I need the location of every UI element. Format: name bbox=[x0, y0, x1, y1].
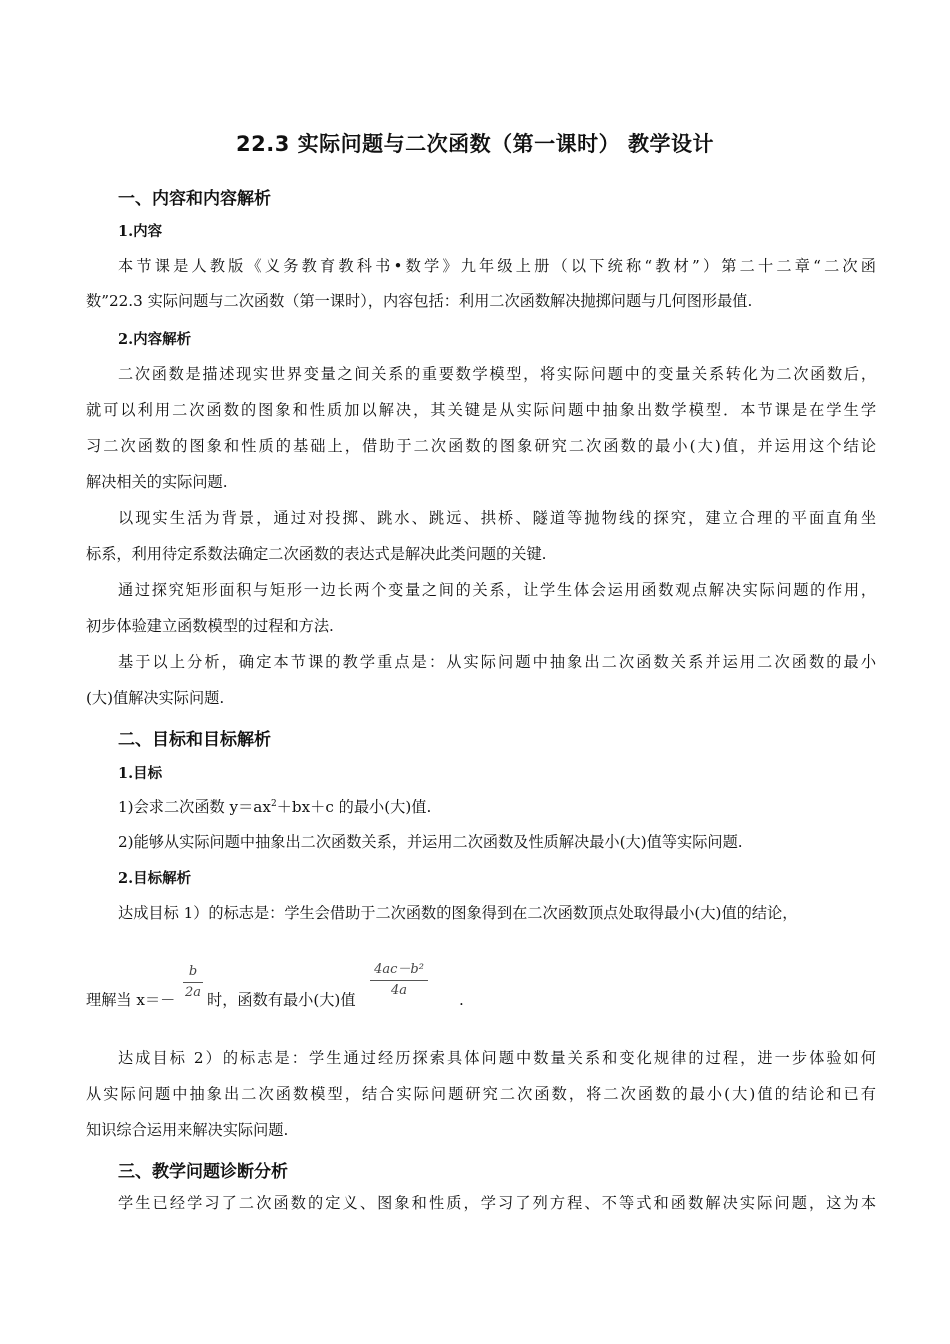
paragraph-line: 达成目标 2）的标志是：学生通过经历探索具体问题中数量关系和变化规律的过程，进一步体验如何 bbox=[118, 1049, 876, 1067]
goal-item-1: 1)会求二次函数 $y=ax^2+bx+c$ 的最小(大)值. bbox=[118, 798, 432, 816]
subheading-content: 1.内容 bbox=[118, 223, 163, 240]
paragraph-line: 学生已经学习了二次函数的定义、图象和性质，学习了列方程、不等式和函数解决实际问题，这为本 bbox=[118, 1194, 876, 1212]
subheading-goal-analysis: 2.目标解析 bbox=[118, 870, 192, 887]
paragraph-line: 解决相关的实际问题. bbox=[86, 473, 228, 491]
paragraph-line: 数”22.3 实际问题与二次函数（第一课时），内容包括：利用二次函数解决抛掷问题与几何图形最值. bbox=[86, 292, 753, 310]
subheading-content-analysis: 2.内容解析 bbox=[118, 331, 192, 348]
paragraph-line: 二次函数是描述现实世界变量之间关系的重要数学模型，将实际问题中的变量关系转化为二次函数后， bbox=[118, 365, 876, 383]
paragraph-line: 本节课是人教版《义务教育教科书•数学》九年级上册（以下统称“教材”）第二十二章“二次函 bbox=[118, 257, 876, 275]
paragraph-line: 达成目标 1）的标志是：学生会借助于二次函数的图象得到在二次函数顶点处取得最小(大)值的结论， bbox=[118, 904, 798, 922]
formula-line-middle: 时，函数有最小(大)值 bbox=[207, 991, 356, 1009]
paragraph-line: 基于以上分析，确定本节课的教学重点是：从实际问题中抽象出二次函数关系并运用二次函数的最小 bbox=[118, 653, 876, 671]
section-heading-goals: 二、目标和目标解析 bbox=[118, 730, 271, 750]
formula-line-end: . bbox=[459, 991, 464, 1009]
section-heading-diagnosis: 三、教学问题诊断分析 bbox=[118, 1162, 288, 1182]
document-title: 22.3 实际问题与二次函数（第一课时） 教学设计 bbox=[236, 132, 714, 156]
subheading-goals: 1.目标 bbox=[118, 765, 163, 782]
paragraph-line: (大)值解决实际问题. bbox=[86, 689, 225, 707]
paragraph-line: 通过探究矩形面积与矩形一边长两个变量之间的关系，让学生体会运用函数观点解决实际问题的作用， bbox=[118, 581, 876, 599]
paragraph-line: 习二次函数的图象和性质的基础上，借助于二次函数的图象研究二次函数的最小(大)值，并运用这个结论 bbox=[86, 437, 876, 455]
paragraph-line: 标系，利用待定系数法确定二次函数的表达式是解决此类问题的关键. bbox=[86, 545, 547, 563]
paragraph-line: 以现实生活为背景，通过对投掷、跳水、跳远、拱桥、隧道等抛物线的探究，建立合理的平面直角坐 bbox=[118, 509, 876, 527]
fraction-vertex-value: 4ac－b² 4a bbox=[370, 962, 428, 999]
paragraph-line: 初步体验建立函数模型的过程和方法. bbox=[86, 617, 334, 635]
paragraph-line: 知识综合运用来解决实际问题. bbox=[86, 1121, 289, 1139]
section-heading-content: 一、内容和内容解析 bbox=[118, 189, 271, 209]
paragraph-line: 就可以利用二次函数的图象和性质加以解决，其关键是从实际问题中抽象出数学模型．本节课是在学生学 bbox=[86, 401, 876, 419]
formula-line-prefix: 理解当 x＝－ bbox=[86, 991, 176, 1009]
paragraph-line: 从实际问题中抽象出二次函数模型，结合实际问题研究二次函数，将二次函数的最小(大)值的结论和已有 bbox=[86, 1085, 876, 1103]
goal-item-2: 2)能够从实际问题中抽象出二次函数关系，并运用二次函数及性质解决最小(大)值等实际问题. bbox=[118, 833, 743, 851]
fraction-b-over-2a: b 2a bbox=[184, 964, 202, 1000]
